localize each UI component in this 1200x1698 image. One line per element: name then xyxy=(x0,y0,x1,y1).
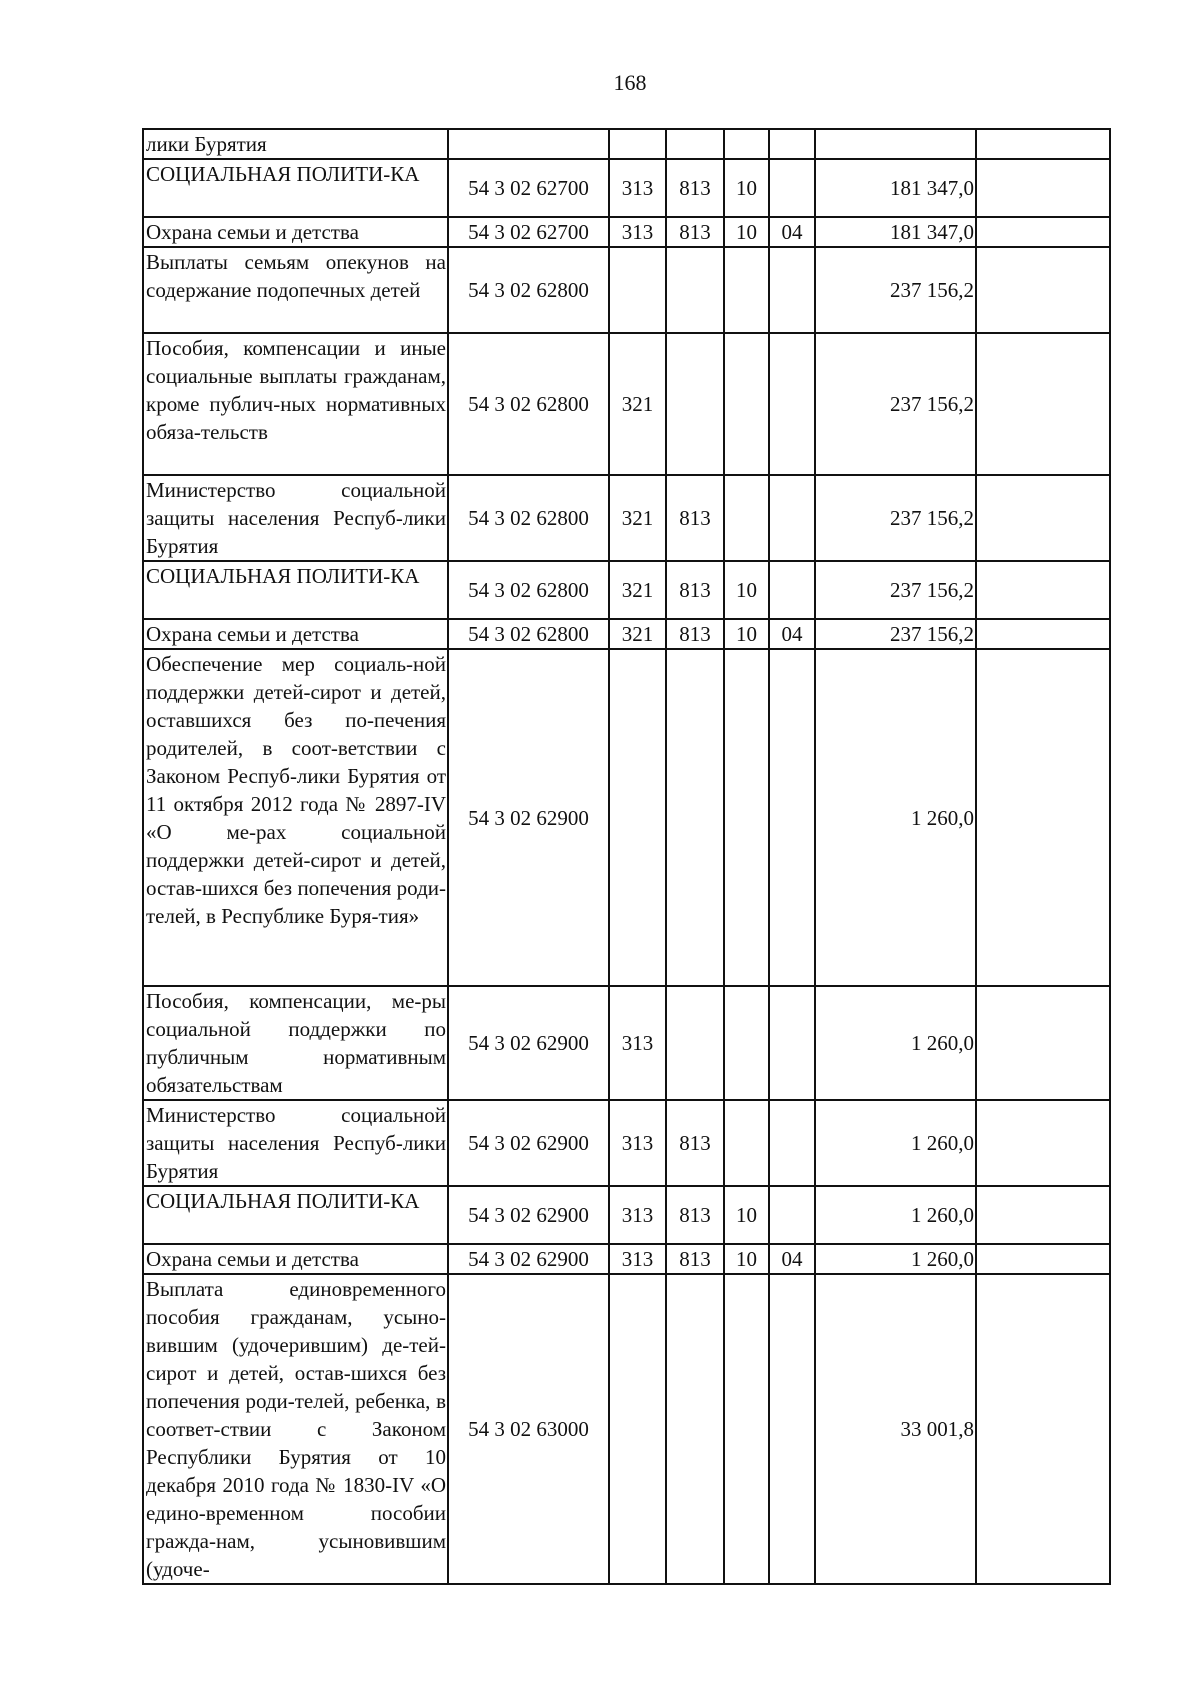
empty-cell xyxy=(976,333,1110,475)
target-code: 54 3 02 62700 xyxy=(448,159,609,217)
empty-cell xyxy=(976,1186,1110,1244)
target-code: 54 3 02 62800 xyxy=(448,247,609,333)
row-name: СОЦИАЛЬНАЯ ПОЛИТИ-КА xyxy=(143,1186,448,1244)
table-row xyxy=(143,561,1110,619)
amount: 181 347,0 xyxy=(815,159,976,217)
admin-code xyxy=(666,649,724,986)
amount: 1 260,0 xyxy=(815,986,976,1100)
section-code xyxy=(724,1274,769,1584)
target-code xyxy=(448,129,609,159)
section-code xyxy=(724,475,769,561)
expense-type: 313 xyxy=(609,217,666,247)
section-code xyxy=(724,1100,769,1186)
table-row xyxy=(143,217,1110,247)
section-code: 10 xyxy=(724,561,769,619)
subsection-code xyxy=(769,1274,815,1584)
row-name: СОЦИАЛЬНАЯ ПОЛИТИ-КА xyxy=(143,159,448,217)
table-row xyxy=(143,986,1110,1100)
target-code: 54 3 02 62900 xyxy=(448,1100,609,1186)
empty-cell xyxy=(976,247,1110,333)
empty-cell xyxy=(976,649,1110,986)
table-row xyxy=(143,1274,1110,1584)
row-name: Выплата единовременного пособия гражданам, усыно-вившим (удочерившим) де-тей-сирот и детей, остав-шихся без попечения роди-телей, ребенка, в соответ-ствии с Законом Республики Бурятия от 10 декабря 2010 года № 1830-IV «О едино-временном пособии гражда-нам, усыновившим (удоче- xyxy=(143,1274,448,1584)
row-name: Пособия, компенсации и иные социальные выплаты гражданам, кроме публич-ных нормативных обяза-тельств xyxy=(143,333,448,475)
subsection-code: 04 xyxy=(769,217,815,247)
subsection-code xyxy=(769,129,815,159)
section-code xyxy=(724,986,769,1100)
subsection-code xyxy=(769,333,815,475)
section-code xyxy=(724,247,769,333)
expense-type: 313 xyxy=(609,986,666,1100)
section-code: 10 xyxy=(724,217,769,247)
admin-code: 813 xyxy=(666,561,724,619)
admin-code: 813 xyxy=(666,1186,724,1244)
expense-type: 321 xyxy=(609,619,666,649)
admin-code: 813 xyxy=(666,1244,724,1274)
expense-type: 313 xyxy=(609,1186,666,1244)
amount: 237 156,2 xyxy=(815,619,976,649)
table-row xyxy=(143,159,1110,217)
amount: 237 156,2 xyxy=(815,561,976,619)
target-code: 54 3 02 62800 xyxy=(448,333,609,475)
budget-table xyxy=(142,128,1111,1585)
row-name: Выплаты семьям опекунов на содержание подопечных детей xyxy=(143,247,448,333)
subsection-code: 04 xyxy=(769,619,815,649)
row-name: лики Бурятия xyxy=(143,129,448,159)
row-name: Министерство социальной защиты населения Респуб-лики Бурятия xyxy=(143,1100,448,1186)
empty-cell xyxy=(976,1274,1110,1584)
amount: 237 156,2 xyxy=(815,475,976,561)
subsection-code xyxy=(769,247,815,333)
expense-type: 313 xyxy=(609,159,666,217)
table-row xyxy=(143,333,1110,475)
admin-code xyxy=(666,129,724,159)
expense-type xyxy=(609,1274,666,1584)
amount: 1 260,0 xyxy=(815,649,976,986)
empty-cell xyxy=(976,1100,1110,1186)
table-row xyxy=(143,1186,1110,1244)
row-name: СОЦИАЛЬНАЯ ПОЛИТИ-КА xyxy=(143,561,448,619)
admin-code xyxy=(666,333,724,475)
amount: 1 260,0 xyxy=(815,1100,976,1186)
target-code: 54 3 02 62900 xyxy=(448,1186,609,1244)
section-code: 10 xyxy=(724,619,769,649)
section-code xyxy=(724,649,769,986)
subsection-code xyxy=(769,475,815,561)
admin-code: 813 xyxy=(666,1100,724,1186)
empty-cell xyxy=(976,986,1110,1100)
amount: 237 156,2 xyxy=(815,333,976,475)
admin-code xyxy=(666,986,724,1100)
admin-code xyxy=(666,1274,724,1584)
subsection-code xyxy=(769,159,815,217)
row-name: Охрана семьи и детства xyxy=(143,619,448,649)
empty-cell xyxy=(976,619,1110,649)
expense-type xyxy=(609,129,666,159)
expense-type: 321 xyxy=(609,333,666,475)
empty-cell xyxy=(976,159,1110,217)
empty-cell xyxy=(976,1244,1110,1274)
page-number: 168 xyxy=(613,70,647,95)
empty-cell xyxy=(976,475,1110,561)
section-code: 10 xyxy=(724,159,769,217)
amount: 181 347,0 xyxy=(815,217,976,247)
admin-code: 813 xyxy=(666,475,724,561)
target-code: 54 3 02 62900 xyxy=(448,649,609,986)
subsection-code xyxy=(769,649,815,986)
subsection-code xyxy=(769,1100,815,1186)
section-code: 10 xyxy=(724,1244,769,1274)
empty-cell xyxy=(976,129,1110,159)
subsection-code xyxy=(769,986,815,1100)
table-row xyxy=(143,475,1110,561)
target-code: 54 3 02 62800 xyxy=(448,619,609,649)
amount: 1 260,0 xyxy=(815,1244,976,1274)
amount: 33 001,8 xyxy=(815,1274,976,1584)
table-row xyxy=(143,649,1110,986)
empty-cell xyxy=(976,217,1110,247)
empty-cell xyxy=(976,561,1110,619)
admin-code: 813 xyxy=(666,619,724,649)
row-name: Министерство социальной защиты населения Респуб-лики Бурятия xyxy=(143,475,448,561)
expense-type xyxy=(609,649,666,986)
row-name: Охрана семьи и детства xyxy=(143,1244,448,1274)
admin-code xyxy=(666,247,724,333)
expense-type: 313 xyxy=(609,1244,666,1274)
target-code: 54 3 02 62800 xyxy=(448,475,609,561)
target-code: 54 3 02 63000 xyxy=(448,1274,609,1584)
row-name: Обеспечение мер социаль-ной поддержки детей-сирот и детей, оставшихся без по-печения родителей, в соот-ветствии с Законом Респуб-лики Бурятия от 11 октября 2012 года № 2897-IV «О ме-рах социальной поддержки детей-сирот и детей, остав-шихся без попечения роди-телей, в Республике Буря-тия» xyxy=(143,649,448,986)
row-name: Пособия, компенсации, ме-ры социальной поддержки по публичным нормативным обязательствам xyxy=(143,986,448,1100)
table-row xyxy=(143,1100,1110,1186)
target-code: 54 3 02 62900 xyxy=(448,986,609,1100)
expense-type: 321 xyxy=(609,475,666,561)
subsection-code xyxy=(769,561,815,619)
table-row xyxy=(143,129,1110,159)
expense-type xyxy=(609,247,666,333)
admin-code: 813 xyxy=(666,217,724,247)
target-code: 54 3 02 62800 xyxy=(448,561,609,619)
amount: 1 260,0 xyxy=(815,1186,976,1244)
amount xyxy=(815,129,976,159)
expense-type: 313 xyxy=(609,1100,666,1186)
target-code: 54 3 02 62700 xyxy=(448,217,609,247)
target-code: 54 3 02 62900 xyxy=(448,1244,609,1274)
section-code: 10 xyxy=(724,1186,769,1244)
admin-code: 813 xyxy=(666,159,724,217)
table-row xyxy=(143,247,1110,333)
table-row xyxy=(143,619,1110,649)
expense-type: 321 xyxy=(609,561,666,619)
subsection-code xyxy=(769,1186,815,1244)
amount: 237 156,2 xyxy=(815,247,976,333)
row-name: Охрана семьи и детства xyxy=(143,217,448,247)
subsection-code: 04 xyxy=(769,1244,815,1274)
section-code xyxy=(724,333,769,475)
table-row xyxy=(143,1244,1110,1274)
section-code xyxy=(724,129,769,159)
